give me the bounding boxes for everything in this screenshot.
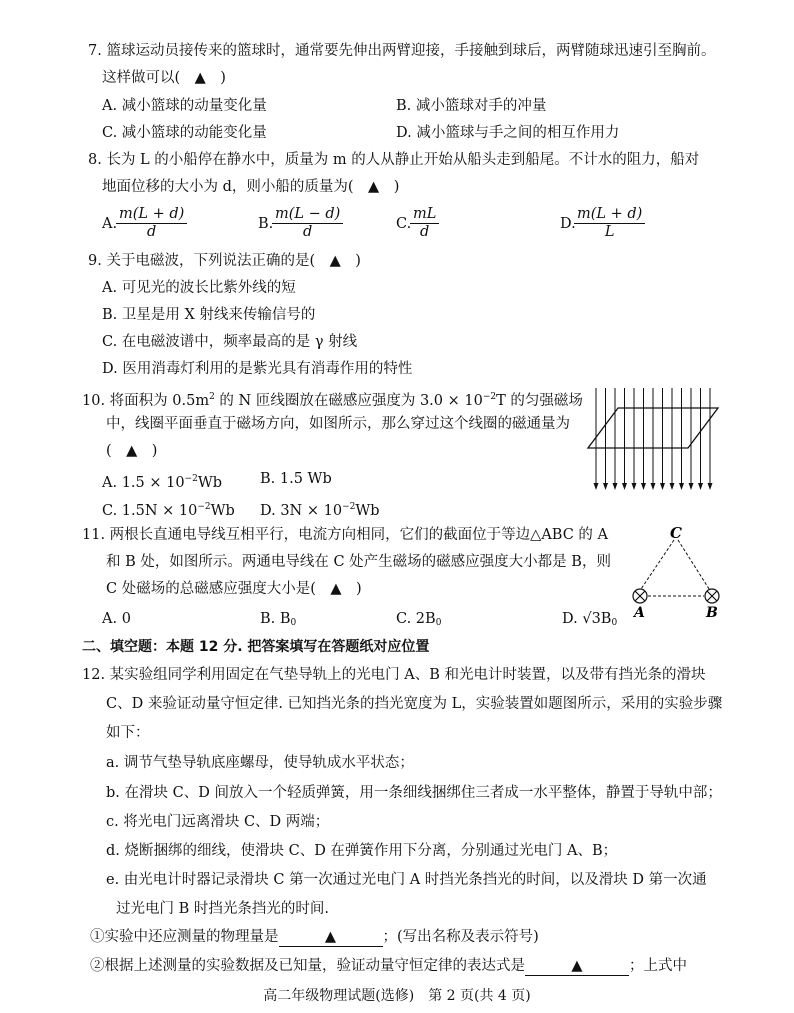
q8-option-d-label: D. — [560, 216, 576, 232]
q7-option-b: B. 减小篮球对手的冲量 — [396, 98, 547, 114]
field-arrow-icon — [660, 483, 665, 490]
q10-l1-part1: 10. 将面积为 0.5m — [82, 393, 210, 409]
q8-b-numerator: m(L − d) — [272, 206, 343, 224]
q7-stem-line2: 这样做可以( ▲ ) — [102, 70, 226, 86]
q10-a-text: A. 1.5 × 10 — [102, 475, 185, 491]
vertex-b-label: B — [706, 605, 718, 620]
q10-a-sup: −2 — [184, 474, 198, 484]
q11-b-text: B. B — [260, 611, 291, 627]
q11-c-text: C. 2B — [396, 611, 436, 627]
q12-step-b: b. 在滑块 C、D 间放入一个轻质弹簧，用一条细线捆绑住三者成一水平整体，静置于导轨中部； — [106, 785, 722, 801]
q10-d-sup: −2 — [342, 502, 356, 512]
q7-option-d: D. 减小篮球与手之间的相互作用力 — [396, 125, 620, 141]
q12-step-c: c. 将光电门远离滑块 C、D 两端； — [106, 814, 330, 830]
q10-l1-part2: 的 N 匝线圈放在磁感应强度为 3.0 × 10 — [214, 393, 483, 409]
q9-option-a: A. 可见光的波长比紫外线的短 — [102, 280, 296, 296]
q12-stem-line1: 12. 某实验组同学利用固定在气垫导轨上的光电门 A、B 和光电计时装置，以及带有挡光条的滑块 — [82, 667, 706, 683]
q10-l1-sup2: −2 — [482, 392, 497, 402]
q8-b-denominator: d — [303, 224, 313, 240]
q8-option-b-label: B. — [258, 216, 274, 232]
page-footer: 高二年级物理试题(选修) 第 2 页(共 4 页) — [263, 988, 531, 1004]
q10-option-b: B. 1.5 Wb — [260, 471, 332, 487]
q11-c-sub: 0 — [435, 618, 442, 628]
q7-option-c: C. 减小篮球的动能变化量 — [102, 125, 267, 141]
q7-stem-line1: 7. 篮球运动员接传来的篮球时，通常要先伸出两臂迎接，手接触到球后，两臂随球迅速引至胸前。 — [88, 43, 716, 59]
q12-s1-answer-blank[interactable]: ▲ — [279, 928, 383, 947]
q12-step-a: a. 调节气垫导轨底座螺母，使导轨成水平状态； — [106, 755, 414, 771]
q12-step-e-line1: e. 由光电计时器记录滑块 C 第一次通过光电门 A 时挡光条挡光的时间，以及滑块 D 第一次通 — [106, 872, 707, 888]
q11-d-sub: 0 — [611, 618, 618, 628]
q10-a-unit: Wb — [197, 475, 223, 491]
q12-s2-text: ②根据上述测量的实验数据及已知量，验证动量守恒定律的表达式是 — [90, 958, 525, 974]
q8-a-numerator: m(L + d) — [116, 206, 187, 224]
q12-subquestion-2 — [90, 956, 687, 976]
q10-d-unit: Wb — [355, 503, 380, 519]
q11-d-text: D. √3B — [562, 611, 612, 627]
triangle-side-cb — [678, 540, 711, 592]
q11-option-d — [562, 609, 617, 633]
q8-stem-line2: 地面位移的大小为 d，则小船的质量为( ▲ ) — [102, 179, 400, 195]
field-arrow-icon — [603, 483, 608, 490]
q9-option-c: C. 在电磁波谱中，频率最高的是 γ 射线 — [102, 334, 358, 350]
q12-s2-note: ；上式中 — [629, 958, 687, 974]
q11-option-b — [260, 609, 296, 633]
field-arrow-icon — [670, 483, 675, 490]
q8-option-b-fraction — [272, 206, 343, 241]
q8-a-denominator: d — [147, 224, 157, 240]
field-arrow-icon — [641, 483, 646, 490]
field-arrow-icon — [594, 483, 599, 490]
q12-step-e-line2: 过光电门 B 时挡光条挡光的时间. — [116, 901, 329, 917]
q9-option-d: D. 医用消毒灯利用的是紫光具有消毒作用的特性 — [102, 361, 413, 377]
field-arrow-icon — [613, 483, 618, 490]
q8-option-a-fraction — [116, 206, 187, 241]
q11-stem-line2: 和 B 处，如图所示。两通电导线在 C 处产生磁场的磁感应强度大小都是 B，则 — [106, 554, 611, 570]
q12-step-d: d. 烧断捆绑的细线，使滑块 C、D 在弹簧作用下分离，分别通过光电门 A、B； — [106, 843, 618, 859]
q12-stem-line2: C、D 来验证动量守恒定律. 已知挡光条的挡光宽度为 L，实验装置如题图所示，采用的实验步骤 — [106, 696, 723, 712]
q10-c-unit: Wb — [210, 503, 235, 519]
q10-option-a — [102, 469, 222, 493]
q9-stem: 9. 关于电磁波，下列说法正确的是( ▲ ) — [88, 253, 361, 269]
q10-option-c — [102, 497, 235, 521]
field-arrow-icon — [651, 483, 656, 490]
q8-stem-line1: 8. 长为 L 的小船停在静水中，质量为 m 的人从静止开始从船头走到船尾。不计水的阻力，船对 — [88, 152, 700, 168]
q8-option-a-label: A. — [102, 216, 118, 232]
q10-stem-line1 — [82, 387, 583, 411]
q11-option-a: A. 0 — [102, 611, 131, 627]
q10-figure-coil-in-field — [584, 384, 724, 494]
q10-c-sup: −2 — [197, 502, 211, 512]
q9-option-b: B. 卫星是用 X 射线来传输信号的 — [102, 307, 316, 323]
q8-option-c-label: C. — [396, 216, 412, 232]
q8-c-numerator: mL — [410, 206, 439, 224]
q11-figure-triangle — [626, 524, 726, 620]
field-arrow-icon — [679, 483, 684, 490]
q8-option-c-fraction — [410, 206, 439, 241]
q11-option-c — [396, 609, 441, 633]
field-arrow-icon — [689, 483, 694, 490]
vertex-c-label: C — [670, 524, 682, 542]
section-heading-fill-in: 二、填空题：本题 12 分. 把答案填写在答题纸对应位置 — [82, 639, 430, 655]
field-arrow-icon — [622, 483, 627, 490]
q11-stem-line3: C 处磁场的总磁感应强度大小是( ▲ ) — [106, 581, 362, 597]
field-arrow-icon — [708, 483, 713, 490]
q7-option-a: A. 减小篮球的动量变化量 — [102, 98, 267, 114]
q10-d-text: D. 3N × 10 — [260, 503, 343, 519]
q12-subquestion-1 — [90, 927, 539, 947]
q12-s2-answer-blank[interactable]: ▲ — [525, 957, 629, 976]
q10-l1-part3: T 的匀强磁场 — [496, 393, 583, 409]
q12-stem-line3: 如下： — [106, 725, 150, 741]
triangle-side-ca — [639, 540, 674, 592]
field-arrow-icon — [698, 483, 703, 490]
q12-s1-text: ①实验中还应测量的物理量是 — [90, 929, 279, 945]
vertex-a-label: A — [634, 605, 645, 620]
q8-option-d-fraction — [574, 206, 645, 241]
q10-l1-sup: 2 — [209, 392, 215, 402]
q11-b-sub: 0 — [290, 618, 297, 628]
field-arrow-icon — [632, 483, 637, 490]
q10-c-text: C. 1.5N × 10 — [102, 503, 198, 519]
q10-stem-line2: 中，线圈平面垂直于磁场方向，如图所示，那么穿过这个线圈的磁通量为 — [106, 416, 570, 432]
q10-option-d — [260, 497, 380, 521]
q12-s1-note: ；(写出名称及表示符号) — [382, 929, 539, 945]
q10-stem-line3: ( ▲ ) — [106, 443, 158, 459]
q8-d-denominator: L — [604, 224, 615, 240]
q8-c-denominator: d — [420, 224, 430, 240]
q11-stem-line1: 11. 两根长直通电导线互相平行，电流方向相同，它们的截面位于等边△ABC 的 A — [82, 527, 608, 543]
q8-d-numerator: m(L + d) — [574, 206, 645, 224]
